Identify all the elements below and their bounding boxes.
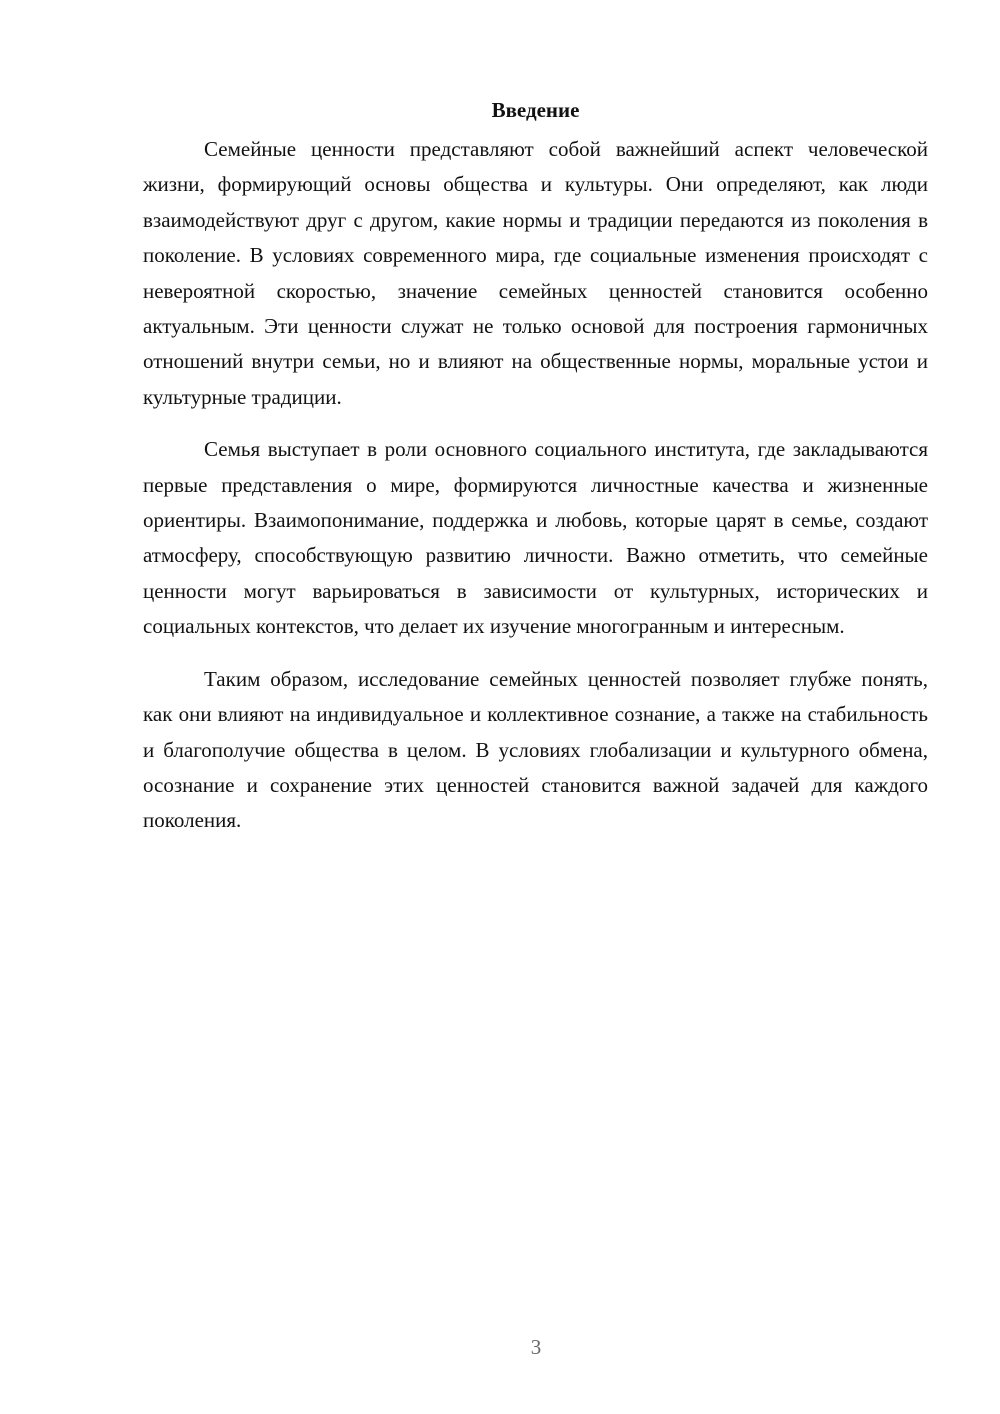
section-title: Введение: [491, 98, 580, 122]
page-number: 3: [530, 1335, 542, 1359]
paragraph-3: Таким образом, исследование семейных ценностей позволяет глубже понять, как они влияют на индивидуальное и коллективное сознание, а также на стабильность и благополучие общества в целом. В условиях глобализации и культурного обмена, осознание и сохранение этих ценностей становится важной задачей для каждого поколения.: [143, 666, 928, 833]
paragraph-2: Семья выступает в роли основного социального института, где закладываются первые представления о мире, формируются личностные качества и жизненные ориентиры. Взаимопонимание, поддержка и любовь, которые царят в семье, создают атмосферу, способствующую развитию личности. Важно отметить, что семейные ценности могут варьироваться в зависимости от культурных, исторических и социальных контекстов, что делает их изучение многогранным и интересным.: [143, 437, 928, 639]
paragraph-1: Семейные ценности представляют собой важнейший аспект человеческой жизни, формирующий основы общества и культуры. Они определяют, как люди взаимодействуют друг с другом, какие нормы и традиции передаются из поколения в поколение. В условиях современного мира, где социальные изменения происходят с невероятной скоростью, значение семейных ценностей становится особенно актуальным. Эти ценности служат не только основой для построения гармоничных отношений внутри семьи, но и влияют на общественные нормы, моральные устои и культурные традиции.: [143, 137, 928, 409]
page-content: [143, 92, 928, 856]
